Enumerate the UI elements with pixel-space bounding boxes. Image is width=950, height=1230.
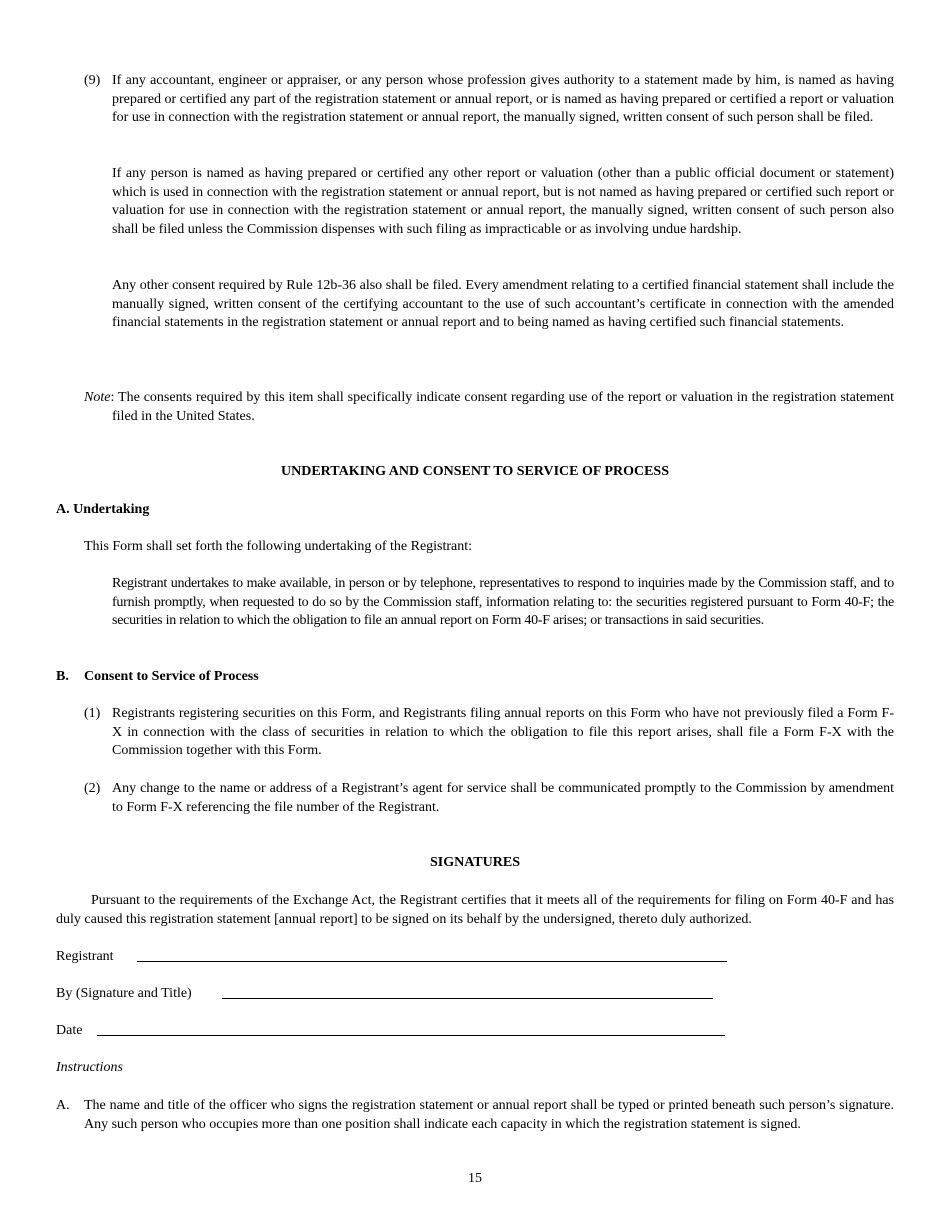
instructions-heading: Instructions — [56, 1060, 123, 1075]
signatures-text: Pursuant to the requirements of the Exchange Act, the Registrant certifies that it meets all of the requirements for filing on Form 40-F and has duly caused this registration statement [annual report] to be signed on its behalf by the undersigned, thereto duly authorized. — [56, 893, 894, 927]
consent-b-heading: Consent to Service of Process — [84, 669, 259, 684]
note-text: : The consents required by this item shall specifically indicate consent regarding use of the report or valuation in the registration statement filed in the United States. — [110, 390, 894, 424]
instruction-a-letter: A. — [56, 1098, 70, 1113]
registrant-label: Registrant — [56, 949, 114, 964]
undertaking-a-intro: This Form shall set forth the following undertaking of the Registrant: — [84, 539, 473, 554]
consent-b-letter: B. — [56, 669, 69, 684]
date-line[interactable] — [97, 1035, 725, 1036]
page-number: 15 — [468, 1171, 482, 1186]
note-label: Note — [84, 390, 111, 405]
consent-item-2-text: Any change to the name or address of a Registrant’s agent for service shall be communicated promptly to the Commission by amendment to Form F-X referencing the file number of the Registrant. — [112, 781, 894, 815]
consent-item-2-number: (2) — [84, 781, 101, 796]
registrant-signature-line[interactable] — [137, 961, 727, 962]
undertaking-a-heading: A. Undertaking — [56, 502, 150, 517]
date-label: Date — [56, 1023, 83, 1038]
undertaking-a-text: Registrant undertakes to make available, in person or by telephone, representatives to respond to inquiries made by the Commission staff, and to furnish promptly, when requested to do so by the Commission staff, information relating to: the securities registered pursuant to Form 40-F; the securities in relation to which the obligation to file an annual report on Form 40-F arises; or transactions in said securities. — [112, 576, 894, 629]
note-paragraph — [84, 389, 894, 426]
by-signature-title-line[interactable] — [222, 998, 713, 999]
by-signature-title-label: By (Signature and Title) — [56, 986, 192, 1001]
item-9-paragraph-3: Any other consent required by Rule 12b-36 also shall be filed. Every amendment relating to a certified financial statement shall include the manually signed, written consent of the certifying accountant to the use of such accountant’s certificate in connection with the amended financial statements in the registration statement or annual report and to being named as having certified such financial statements. — [112, 278, 894, 331]
item-9-paragraph-2: If any person is named as having prepared or certified any other report or valuation (other than a public official document or statement) which is used in connection with the registration statement or annual report, but is not named as having prepared or certified such report or valuation for use in connection with the registration statement or annual report, the manually signed, written consent of such person also shall be filed unless the Commission dispenses with such filing as impracticable or as involving undue hardship. — [112, 166, 894, 238]
instruction-a-text: The name and title of the officer who signs the registration statement or annual report shall be typed or printed beneath such person’s signature. Any such person who occupies more than one position shall indicate each capacity in which the registration statement is signed. — [84, 1098, 894, 1132]
consent-item-1-number: (1) — [84, 706, 101, 721]
item-9-number: (9) — [84, 73, 101, 88]
undertaking-heading: UNDERTAKING AND CONSENT TO SERVICE OF PROCESS — [281, 464, 669, 479]
item-9-paragraph-1: If any accountant, engineer or appraiser, or any person whose profession gives authority to a statement made by him, is named as having prepared or certified any part of the registration statement or annual report, or is named as having prepared or certified a report or valuation for use in connection with the registration statement or annual report, the manually signed, written consent of such person shall be filed. — [112, 73, 894, 126]
signatures-heading: SIGNATURES — [430, 855, 520, 870]
consent-item-1-text: Registrants registering securities on this Form, and Registrants filing annual reports on this Form who have not previously filed a Form F-X in connection with the class of securities in relation to which the obligation to file this report arises, shall file a Form F-X with the Commission together with this Form. — [112, 706, 894, 759]
